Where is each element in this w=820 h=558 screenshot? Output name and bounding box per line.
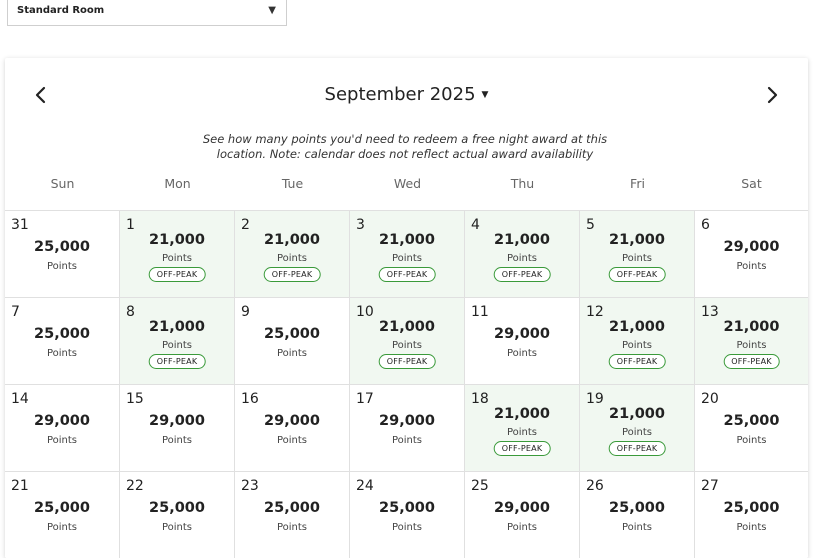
points-label: Points	[391, 435, 423, 446]
day-number: 20	[701, 391, 719, 407]
calendar-day-cell[interactable]	[5, 385, 120, 472]
day-number: 10	[356, 304, 374, 320]
weekday-label: Sun	[50, 176, 75, 191]
day-number: 21	[11, 478, 29, 494]
day-number: 13	[701, 304, 719, 320]
points-value: 21,000	[494, 406, 550, 422]
points-value: 21,000	[609, 319, 665, 335]
day-number: 4	[471, 217, 480, 233]
calendar-day-cell[interactable]	[695, 298, 808, 385]
points-value: 21,000	[609, 406, 665, 422]
day-number: 5	[586, 217, 595, 233]
room-type-value: Standard Room	[17, 4, 105, 16]
calendar-day-cell[interactable]	[580, 298, 695, 385]
points-value: 25,000	[264, 326, 320, 342]
weekday-header	[5, 176, 808, 191]
calendar-day-cell[interactable]	[580, 385, 695, 472]
offpeak-badge: OFF-PEAK	[379, 354, 436, 369]
points-label: Points	[621, 522, 653, 533]
calendar-day-cell[interactable]	[120, 298, 235, 385]
calendar-day-cell[interactable]	[465, 211, 580, 298]
day-number: 15	[126, 391, 144, 407]
caret-down-icon: ▼	[268, 4, 276, 16]
day-number: 3	[356, 217, 365, 233]
day-number: 2	[241, 217, 250, 233]
calendar-day-cell[interactable]	[120, 211, 235, 298]
day-number: 8	[126, 304, 135, 320]
calendar-day-cell[interactable]	[465, 298, 580, 385]
day-number: 14	[11, 391, 29, 407]
weekday-label: Tue	[281, 176, 304, 191]
points-value: 25,000	[264, 500, 320, 516]
points-value: 25,000	[609, 500, 665, 516]
calendar-note-line1: See how many points you'd need to redeem a free night award at this	[202, 132, 608, 146]
offpeak-badge: OFF-PEAK	[609, 354, 666, 369]
month-caret-icon: ▼	[481, 90, 489, 100]
day-number: 22	[126, 478, 144, 494]
points-value: 21,000	[609, 232, 665, 248]
calendar-day-cell[interactable]	[580, 472, 695, 558]
points-label: Points	[621, 340, 653, 351]
day-number: 9	[241, 304, 250, 320]
points-label: Points	[736, 340, 767, 351]
points-value: 29,000	[723, 239, 780, 255]
points-value: 21,000	[149, 232, 205, 248]
calendar-day-cell[interactable]	[350, 298, 465, 385]
calendar-day-cell[interactable]	[235, 385, 350, 472]
calendar-day-cell[interactable]	[235, 211, 350, 298]
day-number: 16	[241, 391, 259, 407]
weekday-label: Fri	[630, 176, 645, 191]
points-label: Points	[736, 435, 767, 446]
points-value: 21,000	[149, 319, 205, 335]
offpeak-badge: OFF-PEAK	[149, 354, 206, 369]
day-number: 25	[471, 478, 489, 494]
points-label: Points	[391, 340, 423, 351]
points-label: Points	[276, 435, 308, 446]
calendar-grid	[5, 210, 808, 558]
calendar-day-cell[interactable]	[350, 385, 465, 472]
points-label: Points	[46, 261, 78, 272]
calendar-note	[185, 132, 625, 162]
points-calendar	[5, 58, 808, 558]
points-label: Points	[161, 253, 193, 264]
points-label: Points	[391, 522, 423, 533]
points-value: 21,000	[723, 319, 780, 335]
weekday-label: Mon	[164, 176, 191, 191]
points-label: Points	[46, 435, 78, 446]
calendar-day-cell[interactable]	[5, 298, 120, 385]
calendar-day-cell[interactable]	[235, 298, 350, 385]
points-value: 29,000	[149, 413, 205, 429]
day-number: 27	[701, 478, 719, 494]
day-number: 1	[126, 217, 135, 233]
points-value: 25,000	[723, 413, 780, 429]
offpeak-badge: OFF-PEAK	[379, 267, 436, 282]
points-value: 25,000	[34, 326, 90, 342]
calendar-day-cell[interactable]	[350, 211, 465, 298]
month-title-text: September 2025	[324, 84, 476, 105]
next-month-button[interactable]	[758, 80, 788, 110]
points-label: Points	[506, 522, 538, 533]
points-label: Points	[621, 427, 653, 438]
points-value: 25,000	[379, 500, 435, 516]
points-label: Points	[161, 522, 193, 533]
day-number: 24	[356, 478, 374, 494]
chevron-right-icon	[766, 86, 780, 104]
points-label: Points	[506, 427, 538, 438]
day-number: 12	[586, 304, 604, 320]
calendar-day-cell[interactable]	[580, 211, 695, 298]
calendar-day-cell[interactable]	[695, 211, 808, 298]
calendar-day-cell[interactable]	[695, 385, 808, 472]
day-number: 26	[586, 478, 604, 494]
day-number: 7	[11, 304, 20, 320]
points-label: Points	[46, 522, 78, 533]
calendar-note-line2: location. Note: calendar does not reflect actual award availability	[216, 147, 594, 161]
calendar-day-cell[interactable]	[120, 385, 235, 472]
weekday-label: Thu	[510, 176, 535, 191]
month-title[interactable]	[5, 84, 808, 105]
points-value: 29,000	[264, 413, 320, 429]
points-label: Points	[161, 435, 193, 446]
points-value: 21,000	[264, 232, 320, 248]
points-label: Points	[621, 253, 653, 264]
points-value: 25,000	[723, 500, 780, 516]
day-number: 31	[11, 217, 29, 233]
offpeak-badge: OFF-PEAK	[494, 441, 551, 456]
room-type-select[interactable]	[7, 0, 287, 26]
points-label: Points	[391, 253, 423, 264]
points-value: 29,000	[494, 326, 550, 342]
points-label: Points	[736, 261, 767, 272]
day-number: 23	[241, 478, 259, 494]
offpeak-badge: OFF-PEAK	[723, 354, 780, 369]
day-number: 19	[586, 391, 604, 407]
points-label: Points	[276, 253, 308, 264]
offpeak-badge: OFF-PEAK	[494, 267, 551, 282]
points-value: 25,000	[149, 500, 205, 516]
points-label: Points	[506, 348, 538, 359]
calendar-day-cell[interactable]	[5, 472, 120, 558]
day-number: 11	[471, 304, 489, 320]
calendar-day-cell[interactable]	[350, 472, 465, 558]
points-label: Points	[46, 348, 78, 359]
points-value: 21,000	[494, 232, 550, 248]
points-label: Points	[161, 340, 193, 351]
day-number: 6	[701, 217, 710, 233]
points-value: 21,000	[379, 319, 435, 335]
offpeak-badge: OFF-PEAK	[149, 267, 206, 282]
day-number: 17	[356, 391, 374, 407]
weekday-label: Wed	[393, 176, 422, 191]
calendar-day-cell[interactable]	[465, 472, 580, 558]
calendar-day-cell[interactable]	[465, 385, 580, 472]
points-label: Points	[276, 348, 308, 359]
points-label: Points	[276, 522, 308, 533]
calendar-day-cell[interactable]	[695, 472, 808, 558]
points-label: Points	[506, 253, 538, 264]
offpeak-badge: OFF-PEAK	[264, 267, 321, 282]
points-value: 29,000	[494, 500, 550, 516]
points-value: 29,000	[34, 413, 90, 429]
points-label: Points	[736, 522, 767, 533]
offpeak-badge: OFF-PEAK	[609, 441, 666, 456]
weekday-label: Sat	[741, 176, 762, 191]
points-value: 29,000	[379, 413, 435, 429]
day-number: 18	[471, 391, 489, 407]
points-value: 25,000	[34, 500, 90, 516]
calendar-day-cell[interactable]	[5, 211, 120, 298]
calendar-day-cell[interactable]	[235, 472, 350, 558]
points-value: 21,000	[379, 232, 435, 248]
offpeak-badge: OFF-PEAK	[609, 267, 666, 282]
points-value: 25,000	[34, 239, 90, 255]
calendar-day-cell[interactable]	[120, 472, 235, 558]
